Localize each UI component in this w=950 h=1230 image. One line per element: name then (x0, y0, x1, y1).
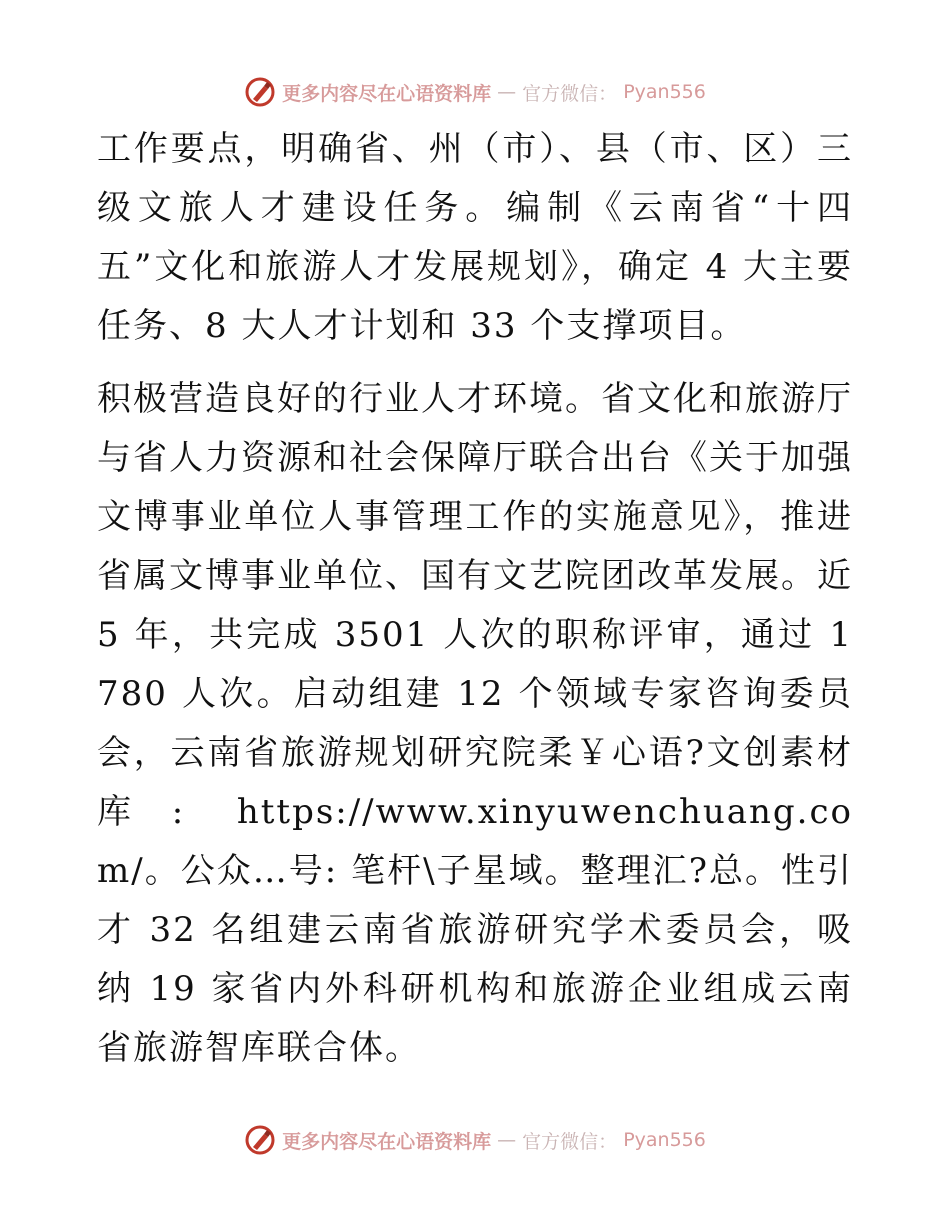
watermark-separator: — (497, 1129, 517, 1151)
watermark-separator: — (497, 81, 517, 103)
watermark-sub-text: 官方微信： (522, 1130, 618, 1153)
footer-watermark (0, 1120, 950, 1160)
watermark-account: Pyan556 (623, 81, 706, 103)
pen-logo-icon (244, 1124, 276, 1156)
paragraph-1: 工作要点，明确省、州（市）、县（市、区）三级文旅人才建设任务。编制《云南省“十四五”文化和旅游人才发展规划》，确定 4 大主要任务、8 大人才计划和 33 个支撑项目。 (97, 129, 853, 346)
header-watermark (0, 72, 950, 112)
paragraph-2: 积极营造良好的行业人才环境。省文化和旅游厅与省人力资源和社会保障厅联合出台《关于加强文博事业单位人事管理工作的实施意见》，推进省属文博事业单位、国有文艺院团改革发展。近 5 年，共完成 3501 人次的职称评审，通过 1780 人次。启动组建 12 个领域专家咨询委员会，云南省旅游规划研究院柔￥心语?文创素材库: https://www.xinyuwenchuang.com/。公众…号: 笔杆\子星域。整理汇?总。性引才 32 名组建云南省旅游研究学术委员会，吸纳 19 家省内外科研机构和旅游企业组成云南省旅游智库联合体。 (97, 379, 853, 1068)
watermark-main-text: 更多内容尽在心语资料库 (282, 82, 492, 105)
watermark-main-text: 更多内容尽在心语资料库 (282, 1130, 492, 1153)
watermark-account: Pyan556 (623, 1129, 706, 1151)
watermark-sub-text: 官方微信： (522, 82, 618, 105)
document-body (97, 120, 853, 1078)
pen-logo-icon (244, 76, 276, 108)
